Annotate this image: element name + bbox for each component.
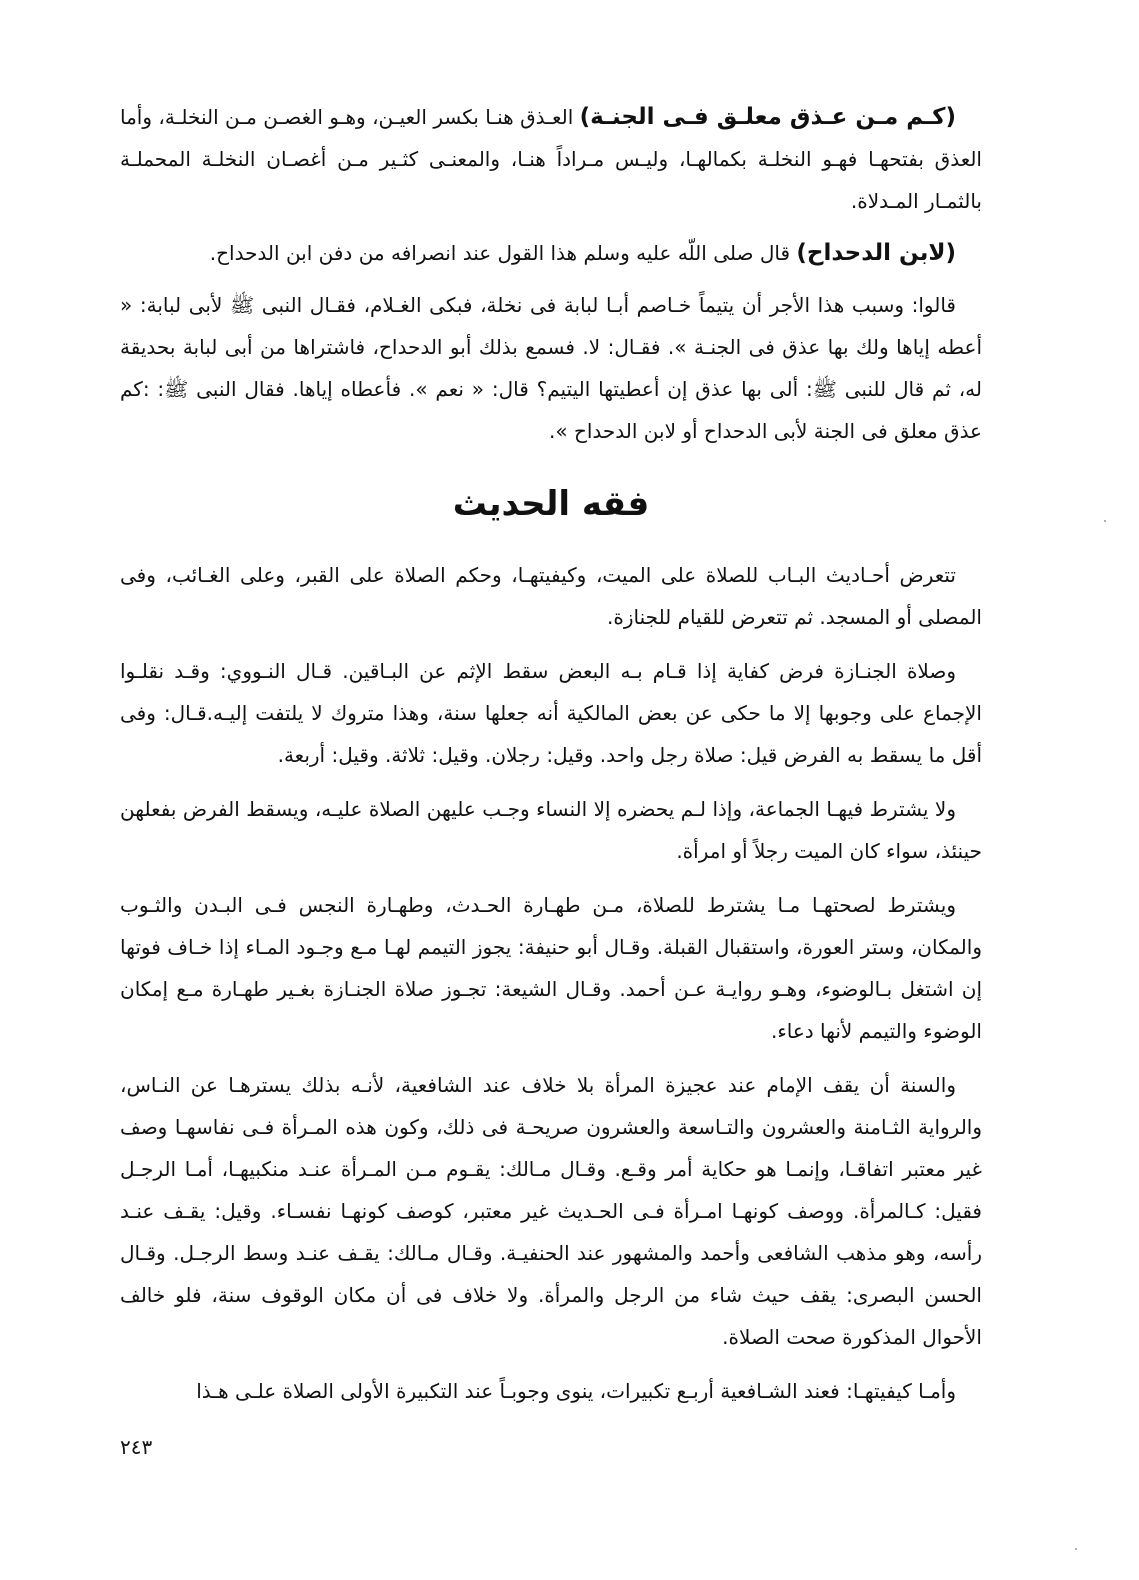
paragraph-1 bbox=[120, 96, 982, 222]
paragraph-2 bbox=[120, 232, 982, 274]
paragraph-7: ويشترط لصحتهـا مـا يشترط للصلاة، مـن طهـارة الحـدث، وطهـارة النجس فـى البـدن والثـوب والمكان، وستر العورة، واستقبال القبلة. وقـال أبو حنيفة: يجوز التيمم لهـا مـع وجـود المـاء إذا خـاف فوتها إن اشتغل بـالوضوء، وهـو روايـة عـن أحمد. وقـال الشيعة: تجـوز صلاة الجنـازة بغـير طهـارة مـع إمكان الوضوء والتيمم لأنها دعاء. bbox=[120, 893, 982, 1043]
paragraph-2-text: قال صلى اللّه عليه وسلم هذا القول عند انصرافه من دفن ابن الدحداح. bbox=[209, 241, 797, 265]
paragraph-4: تتعرض أحـاديث البـاب للصلاة على الميت، وكيفيتهـا، وحكم الصلاة على القبر، وعلى الغـائب، وفى المصلى أو المسجد. ثم تتعرض للقيام للجنازة. bbox=[120, 563, 982, 629]
paragraph-1-lead: (كـم مـن عـذق معلـق فـى الجنـة) bbox=[579, 104, 956, 130]
scan-speck bbox=[1104, 520, 1106, 522]
paragraph-9: وأمـا كيفيتهـا: فعند الشـافعية أربـع تكبيرات، ينوى وجوبـاً عند التكبيرة الأولى الصلاة علـى هـذا bbox=[196, 1379, 956, 1403]
paragraph-2-lead: (لابن الدحداح) bbox=[796, 240, 956, 266]
section-heading: فقه الحديث bbox=[452, 484, 650, 524]
paragraph-6: ولا يشترط فيهـا الجماعة، وإذا لـم يحضره إلا النساء وجـب عليهن الصلاة عليـه، ويسقط الفرض بفعلهن حينئذ، سواء كان الميت رجلاً أو امرأة. bbox=[120, 797, 982, 863]
scan-speck bbox=[1075, 1548, 1077, 1550]
paragraph-3: قالوا: وسبب هذا الأجر أن يتيماً خـاصم أبـا لبابة فى نخلة، فبكى الغـلام، فقـال النبى ﷺ لأبى لبابة: « أعطه إياها ولك بها عذق فى الجنـة ». فقـال: لا. فسمع بذلك أبو الدحداح، فاشتراها من أبى لبابة بحديقة له، ثم قال للنبى ﷺ: ألى بها عذق إن أعطيتها اليتيم؟ قال: « نعم ». فأعطاه إياها. فقال النبى ﷺ: :كم عذق معلق فى الجنة لأبى الدحداح أو لابن الدحداح ». bbox=[120, 293, 982, 443]
paragraph-8: والسنة أن يقف الإمام عند عجيزة المرأة بلا خلاف عند الشافعية، لأنـه بذلك يسترهـا عن النـاس، والرواية الثـامنة والعشرون والتـاسعة والعشرون صريحـة فى ذلك، وكون هذه المـرأة فـى نفاسهـا وصف غير معتبر اتفاقـا، وإنمـا هو حكاية أمر وقـع. وقـال مـالك: يقـوم مـن المـرأة عنـد منكبيهـا، أمـا الرجـل فقيل: كـالمرأة. ووصف كونهـا امـرأة فـى الحـديث غير معتبر، كوصف كونهـا نفسـاء. وقيل: يقـف عنـد رأسه، وهو مذهب الشافعى وأحمد والمشهور عند الحنفيـة. وقـال مـالك: يقـف عنـد وسط الرجـل. وقـال الحسن البصرى: يقف حيث شاء من الرجل والمرأة. ولا خلاف فى أن مكان الوقوف سنة، فلو خالف الأحوال المذكورة صحت الصلاة. bbox=[120, 1073, 982, 1349]
paragraph-5: وصلاة الجنـازة فرض كفاية إذا قـام بـه البعض سقط الإثم عن البـاقين. قـال النـووي: وقـد نقلـوا الإجماع على وجوبها إلا ما حكى عن بعض المالكية أنه جعلها سنة، وهذا متروك لا يلتفت إليـه.قـال: وفى أقل ما يسقط به الفرض قيل: صلاة رجل واحد. وقيل: رجلان. وقيل: ثلاثة. وقيل: أربعة. bbox=[120, 659, 982, 767]
page-number: ٢٤٣ bbox=[120, 1435, 153, 1459]
page-body bbox=[120, 96, 982, 1424]
paragraph-1-text: العـذق هنـا بكسر العيـن، وهـو الغصـن مـن النخلـة، وأما العذق بفتحهـا فهـو النخلـة بكمالهـا، وليـس مـراداً هنـا، والمعنـى كثـير مـن أغصـان النخلـة المحملـة بالثمـار المـدلاة. bbox=[120, 105, 982, 213]
